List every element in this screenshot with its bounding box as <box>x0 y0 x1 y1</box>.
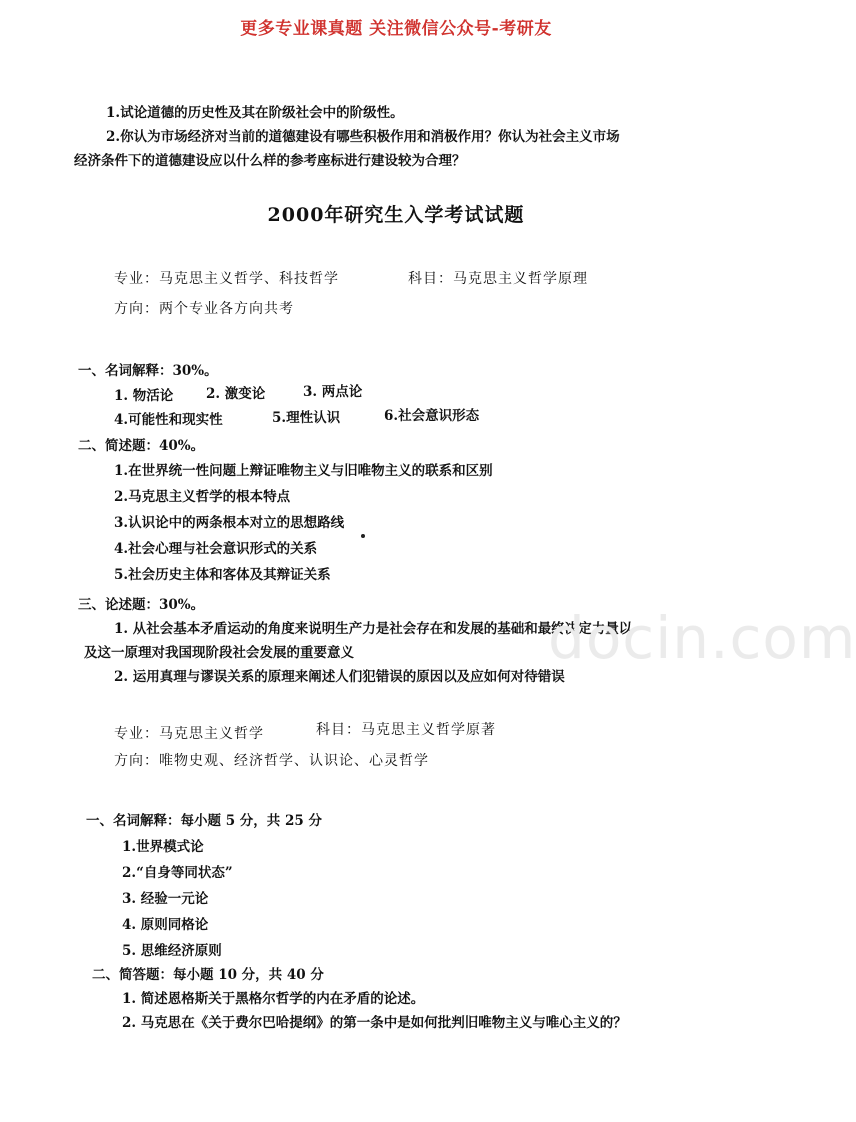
part2-s2-item-2: 2. 马克思在《关于费尔巴哈提纲》的第一条中是如何批判旧唯物主义与唯心主义的？ <box>122 1015 627 1031</box>
part1-s2-item-1: 1.在世界统一性问题上辩证唯物主义与旧唯物主义的联系和区别 <box>114 463 493 479</box>
part2-term-3: 3. 经验一元论 <box>122 891 209 907</box>
part2-term-2: 2.“自身等同状态” <box>122 865 233 881</box>
part2-section2-heading: 二、简答题：每小题 10 分，共 40 分 <box>92 967 324 983</box>
intro-question-2-line-1: 2.你认为市场经济对当前的道德建设有哪些积极作用和消极作用？你认为社会主义市场 <box>106 129 620 145</box>
part1-term-3: 3. 两点论 <box>303 384 363 400</box>
part1-term-6: 6.社会意识形态 <box>384 408 480 424</box>
part1-s2-item-4: 4.社会心理与社会意识形式的关系 <box>114 541 318 557</box>
part1-s3-q2: 2. 运用真理与谬误关系的原理来阐述人们犯错误的原因以及应如何对待错误 <box>114 669 565 685</box>
part1-s2-item-3: 3.认识论中的两条根本对立的思想路线 <box>114 515 345 531</box>
part1-subject: 科目：马克思主义哲学原理 <box>408 271 588 287</box>
part1-section3-heading: 三、论述题：30%。 <box>78 597 205 613</box>
part2-major: 专业：马克思主义哲学 <box>114 726 264 742</box>
part2-term-1: 1.世界模式论 <box>122 839 204 855</box>
part2-direction: 方向：唯物史观、经济哲学、认识论、心灵哲学 <box>114 753 429 769</box>
part1-s3-q1-line-1: 1. 从社会基本矛盾运动的角度来说明生产力是社会存在和发展的基础和最终决定力量以 <box>114 621 633 637</box>
part2-s2-item-1: 1. 简述恩格斯关于黑格尔哲学的内在矛盾的论述。 <box>122 991 425 1007</box>
part1-section2-heading: 二、简述题：40%。 <box>78 438 205 454</box>
part1-term-5: 5.理性认识 <box>272 410 341 426</box>
part1-term-4: 4.可能性和现实性 <box>114 412 223 428</box>
promo-banner: 更多专业课真题 关注微信公众号-考研友 <box>240 19 552 39</box>
part1-term-2: 2. 激变论 <box>206 386 266 402</box>
part1-s3-q1-line-2: 及这一原理对我国现阶段社会发展的重要意义 <box>84 645 354 661</box>
intro-question-2-line-2: 经济条件下的道德建设应以什么样的参考座标进行建设较为合理？ <box>74 153 466 169</box>
part1-section1-heading: 一、名词解释：30%。 <box>78 363 218 379</box>
part2-term-5: 5. 思维经济原则 <box>122 943 222 959</box>
part2-section1-heading: 一、名词解释：每小题 5 分，共 25 分 <box>86 813 322 829</box>
part1-direction: 方向：两个专业各方向共考 <box>114 301 294 317</box>
part1-s2-item-5: 5.社会历史主体和客体及其辩证关系 <box>114 567 331 583</box>
part1-term-1: 1. 物活论 <box>114 388 174 404</box>
intro-question-1: 1.试论道德的历史性及其在阶级社会中的阶级性。 <box>106 105 404 121</box>
watermark: docin.com <box>548 604 856 672</box>
ink-speck <box>361 534 365 538</box>
exam-title: 2000年研究生入学考试试题 <box>267 204 525 226</box>
part1-major: 专业：马克思主义哲学、科技哲学 <box>114 271 339 287</box>
part2-term-4: 4. 原则同格论 <box>122 917 209 933</box>
part2-subject: 科目：马克思主义哲学原著 <box>316 722 496 738</box>
part1-s2-item-2: 2.马克思主义哲学的根本特点 <box>114 489 291 505</box>
